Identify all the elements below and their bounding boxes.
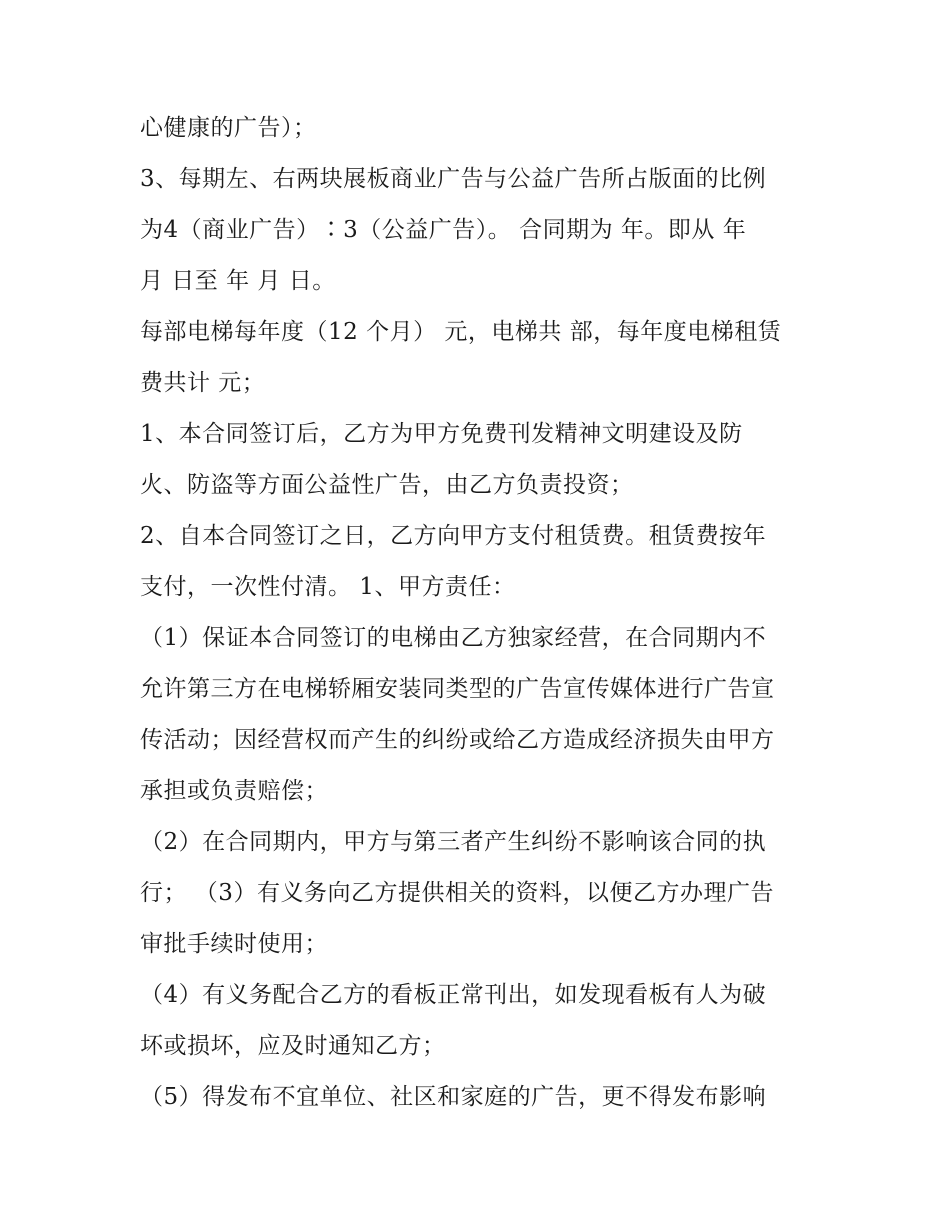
text-line: 支付，一次性付清。 1、甲方责任： xyxy=(140,574,516,600)
text-line: （4）有义务配合乙方的看板正常刊出，如发现看板有人为破 xyxy=(140,982,767,1008)
text-line: （1）保证本合同签订的电梯由乙方独家经营，在合同期内不 xyxy=(140,625,767,651)
text-line: 2、自本合同签订之日，乙方向甲方支付租赁费。租赁费按年 xyxy=(140,523,767,549)
text-line: 行； （3）有义务向乙方提供相关的资料，以便乙方办理广告 xyxy=(140,880,774,906)
contract-text-body xyxy=(140,103,820,1123)
text-line: 费共计 元； xyxy=(140,370,266,396)
text-line: 坏或损坏，应及时通知乙方； xyxy=(140,1033,446,1059)
text-line: 允许第三方在电梯轿厢安装同类型的广告宣传媒体进行广告宣 xyxy=(140,676,775,702)
text-line: 心健康的广告）； xyxy=(140,115,317,141)
text-line: 每部电梯每年度（12 个月） 元，电梯共 部，每年度电梯租赁 xyxy=(140,319,782,345)
text-line: 传活动；因经营权而产生的纠纷或给乙方造成经济损失由甲方 xyxy=(140,727,775,753)
text-line: 审批手续时使用； xyxy=(140,931,328,957)
text-line: 月 日至 年 月 日。 xyxy=(140,268,336,294)
text-line: 承担或负责赔偿； xyxy=(140,778,328,804)
text-line: （2）在合同期内，甲方与第三者产生纠纷不影响该合同的执 xyxy=(140,829,767,855)
text-line: 为4（商业广告）∶3（公益广告）。 合同期为 年。即从 年 xyxy=(140,217,747,243)
text-line: 3、每期左、右两块展板商业广告与公益广告所占版面的比例 xyxy=(140,166,767,192)
text-line: （5）得发布不宜单位、社区和家庭的广告，更不得发布影响 xyxy=(140,1084,767,1110)
text-line: 1、本合同签订后，乙方为甲方免费刊发精神文明建设及防 xyxy=(140,421,743,447)
text-line: 火、防盗等方面公益性广告，由乙方负责投资； xyxy=(140,472,634,498)
